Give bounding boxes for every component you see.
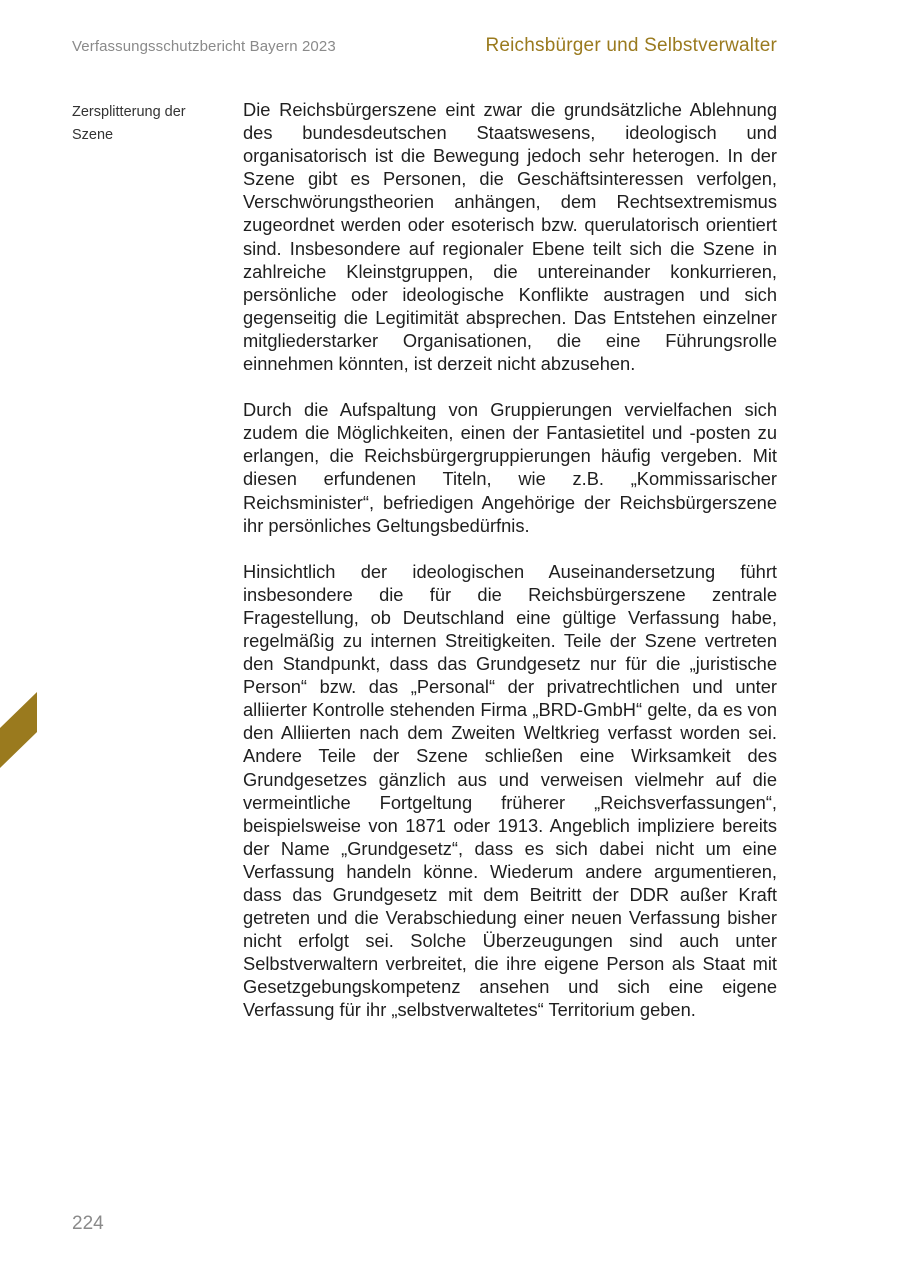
paragraph-3: Hinsichtlich der ideologischen Auseinandersetzung führt insbesondere die für die Reichsbürgerszene zentrale Fragestellung, ob Deutschland eine gültige Verfassung habe, regelmäßig zu internen Streitigkeiten. Teile der Szene vertreten den Standpunkt, dass das Grundgesetz nur für die „juristische Person“ bzw. das „Personal“ der privatrechtlichen und unter alliierter Kontrolle stehenden Firma „BRD-GmbH“ gelte, da es von den Alliierten nach dem Zweiten Weltkrieg verfasst worden sei. Andere Teile der Szene schließen eine Wirksamkeit des Grundgesetzes gänzlich aus und verweisen vielmehr auf die vermeintliche Fortgeltung früherer „Reichsverfassungen“, beispielsweise von 1871 oder 1913. Angeblich impliziere bereits der Name „Grundgesetz“, dass es sich dabei nicht um eine Verfassung handeln könne. Wiederum andere argumentieren, dass das Grundgesetz mit dem Beitritt der DDR außer Kraft getreten und die Verabschiedung einer neuen Verfassung bisher nicht erfolgt sei. Solche Überzeugungen sind auch unter Selbstverwaltern verbreitet, die ihre eigene Person als Staat mit Gesetzgebungskompetenz ansehen und sich eine eigene Verfassung für ihr „selbstverwaltetes“ Territorium geben.	[243, 560, 777, 1021]
running-header-chapter: Reichsbürger und Selbstverwalter	[485, 35, 777, 56]
paragraph-1: Die Reichsbürgerszene eint zwar die grundsätzliche Ablehnung des bundesdeutschen Staatswesens, ideologisch und organisatorisch ist die Bewegung jedoch sehr heterogen. In der Szene gibt es Personen, die Geschäftsinteressen verfolgen, Verschwörungstheorien anhängen, dem Rechtsextremismus zugeordnet werden oder esoterisch bzw. querulatorisch orientiert sind. Insbesondere auf regionaler Ebene teilt sich die Szene in zahlreiche Kleinstgruppen, die untereinander konkurrieren, persönliche oder ideologische Konflikte austragen und sich gegenseitig die Legitimität absprechen. Das Entstehen einzelner mitgliederstarker Organisationen, die eine Führungsrolle einnehmen könnten, ist derzeit nicht abzusehen.	[243, 99, 777, 375]
chapter-marker-tab	[0, 692, 37, 768]
margin-note: Zersplitterung der Szene	[72, 104, 186, 143]
running-header-publication: Verfassungsschutzbericht Bayern 2023	[72, 38, 336, 55]
page-number: 224	[72, 1213, 104, 1234]
paragraph-2: Durch die Aufspaltung von Gruppierungen vervielfachen sich zudem die Möglichkeiten, einen der Fantasietitel und -posten zu erlangen, die Reichsbürgergruppierungen häufig vergeben. Mit diesen erfundenen Titeln, wie z.B. „Kommissarischer Reichsminister“, befriedigen Angehörige der Reichsbürgerszene ihr persönliches Geltungsbedürfnis.	[243, 399, 777, 536]
body-text	[243, 98, 777, 1045]
